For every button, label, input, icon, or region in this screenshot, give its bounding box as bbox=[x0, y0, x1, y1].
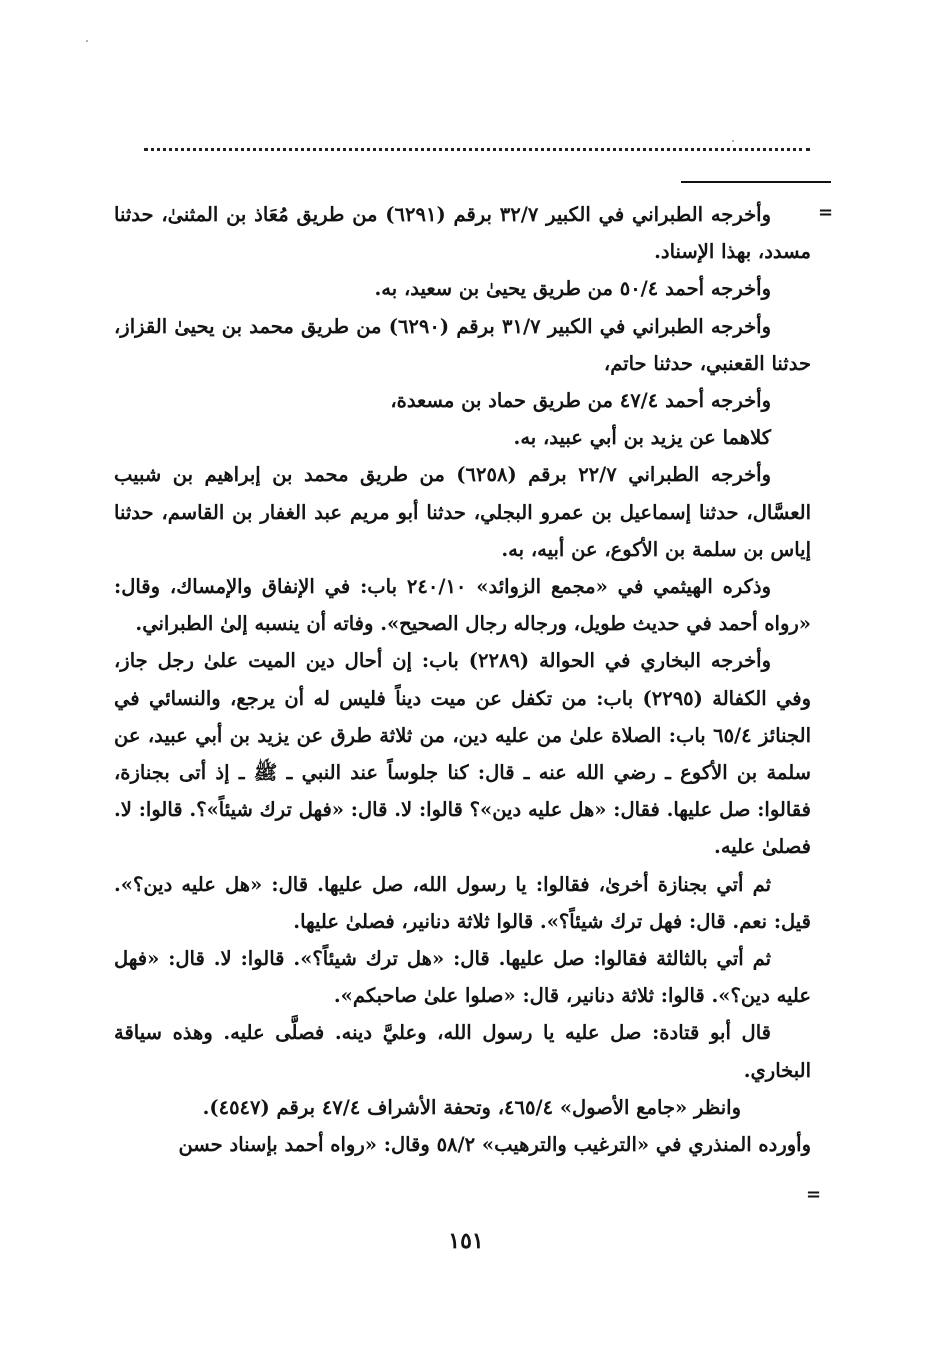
footnote-paragraph: وأخرجه الطبراني في الكبير ٣٢/٧ برقم (٦٢٩١) من طريق مُعَاذ بن المثنىٰ، حدثنا مسدد، بهذا الإسناد. bbox=[114, 203, 811, 264]
footnote-paragraph: وأخرجه أحمد ٤٧/٤ من طريق حماد بن مسعدة، bbox=[390, 389, 771, 413]
footnote-paragraph: وأخرجه الطبراني في الكبير ٣١/٧ برقم (٦٢٩٠) من طريق محمد بن يحيىٰ القزاز، حدثنا القعنبي، حدثنا حاتم، bbox=[114, 314, 811, 375]
footnote-paragraph: وذكره الهيثمي في «مجمع الزوائد» ٢٤٠/١٠ باب: في الإنفاق والإمساك، وقال: «رواه أحمد في حديث طويل، ورجاله رجال الصحيح». وفاته أن ينسبه إلىٰ الطبراني. bbox=[114, 575, 811, 636]
footnote-paragraph: وأورده المنذري في «الترغيب والترهيب» ٥٨/٢ وقال: «رواه أحمد بإسناد حسن bbox=[178, 1133, 811, 1157]
scan-speck bbox=[732, 140, 734, 142]
footnote-paragraph: كلاهما عن يزيد بن أبي عبيد، به. bbox=[513, 426, 771, 450]
footnote-paragraph: ثم أتي بجنازة أخرىٰ، فقالوا: يا رسول الله، صل عليها. قال: «هل عليه دين؟». قيل: نعم. قال: فهل ترك شيئاً؟». قالوا ثلاثة دنانير، فصلىٰ عليها. bbox=[114, 872, 811, 933]
footnote-paragraph: وانظر «جامع الأصول» ٤٦٥/٤، وتحفة الأشراف ٤٧/٤ برقم (٤٥٤٧). bbox=[202, 1095, 741, 1119]
footnote-paragraph: وأخرجه البخاري في الحوالة (٢٢٨٩) باب: إن أحال دين الميت علىٰ رجل جاز، وفي الكفالة (٢٢٩٥) باب: من تكفل عن ميت ديناً فليس له أن يرجع، والنسائي في الجنائز ٦٥/٤ باب: الصلاة علىٰ من عليه دين، من ثلاثة طرق عن يزيد بن أبي عبيد، عن سلمة بن الأكوع ـ رضي الله عنه ـ قال: كنا جلوساً عند النبي ـ ﷺ ـ إذ أتى بجنازة، فقالوا: صل عليها. فقال: «هل عليه دين»؟ قالوا: لا. قال: «فهل ترك شيئاً»؟. قالوا: لا. فصلىٰ عليه. bbox=[114, 649, 811, 859]
dotted-separator bbox=[144, 148, 810, 151]
footnote-separator-line bbox=[681, 181, 831, 183]
page-number: ١٥١ bbox=[448, 1228, 484, 1254]
footnote-paragraph: قال أبو قتادة: صل عليه يا رسول الله، وعليَّ دينه. فصلَّى عليه. وهذه سياقة البخاري. bbox=[114, 1021, 811, 1082]
scan-speck bbox=[86, 40, 88, 42]
continuation-mark: = bbox=[818, 202, 834, 223]
footnote-paragraph: وأخرجه الطبراني ٢٢/٧ برقم (٦٢٥٨) من طريق محمد بن إبراهيم بن شبيب العسَّال، حدثنا إسماعيل بن عمرو البجلي، حدثنا أبو مريم عبد الغفار بن القاسم، حدثنا إياس بن سلمة بن الأكوع، عن أبيه، به. bbox=[114, 463, 811, 561]
footnote-body bbox=[114, 196, 811, 1163]
continuation-mark-end: = bbox=[806, 1184, 822, 1205]
footnote-paragraph: وأخرجه أحمد ٥٠/٤ من طريق يحيىٰ بن سعيد، به. bbox=[374, 277, 771, 301]
footnote-paragraph: ثم أتي بالثالثة فقالوا: صل عليها. قال: «هل ترك شيئاً؟». قالوا: لا. قال: «فهل عليه دين؟». قالوا: ثلاثة دنانير، قال: «صلوا علىٰ صاحبكم». bbox=[114, 947, 811, 1008]
